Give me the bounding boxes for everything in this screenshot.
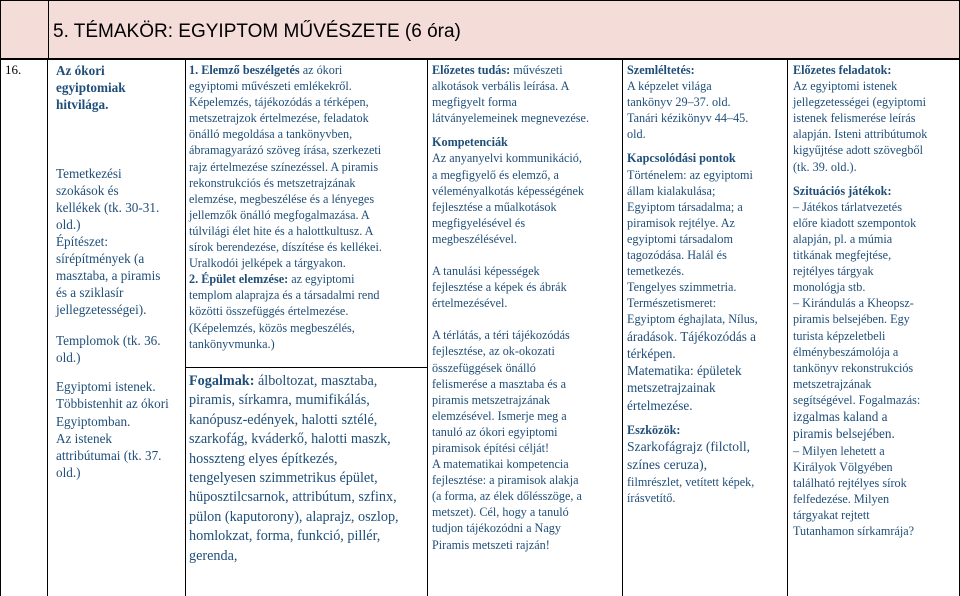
connections-line: Történelem: az egyiptomi xyxy=(627,167,753,182)
competency-line: megfigyelésével és xyxy=(432,215,526,230)
illustration-line: tankönyv 29–37. old. xyxy=(627,95,731,110)
col-border xyxy=(185,59,186,596)
connections-heading: Kapcsolódási pontok xyxy=(627,151,736,166)
prior-task-line: Az egyiptomi istenek xyxy=(793,79,898,94)
spatial-line: metszet). Cél, hogy a tanuló xyxy=(432,505,569,520)
activity-2-line: közötti összefüggés értelmezése. xyxy=(189,304,349,319)
competencies-column xyxy=(432,62,622,553)
prior-knowledge-line: alkotások verbális leírása. A xyxy=(432,79,570,94)
spacer xyxy=(56,113,184,165)
game-line: Királyok Völgyében xyxy=(793,459,893,474)
learning-line: A tanulási képességek xyxy=(432,264,540,279)
illustration-line: Tanári kézikönyv 44–45. xyxy=(627,111,749,126)
activity-1-line: önálló megoldása a tankönyvben, xyxy=(189,127,353,142)
spatial-line: piramis metszetrajzának xyxy=(432,392,551,407)
spatial-line: A térlátás, a téri tájékozódás xyxy=(432,328,570,343)
activity-1-heading: 1. Elemző beszélgetés xyxy=(189,63,300,77)
connections-line: értelmezése. xyxy=(627,397,693,413)
spatial-line: fejlesztése: a piramisok alakja xyxy=(432,473,579,488)
connections-line: áradások. Tájékozódás a xyxy=(627,328,757,344)
topic-gods-line: Egyiptomban. xyxy=(56,413,131,429)
activity-2-heading-rest: az egyiptomi xyxy=(288,272,355,287)
spatial-line: Piramis metszeti rajzán! xyxy=(432,537,550,552)
spatial-line: piramisok építési célját! xyxy=(432,440,550,455)
topic-architecture-line: Építészet: xyxy=(56,234,108,249)
concepts-line: piramis, sírkamra, mumifikálás, xyxy=(189,392,370,409)
activity-1-heading-rest: az ókori xyxy=(299,63,343,77)
prior-task-line: kigyűjtése adott szövegből xyxy=(793,143,923,158)
situation-games-heading: Szituációs játékok: xyxy=(793,183,892,198)
game-line: élménybeszámolója a xyxy=(793,344,899,359)
concepts-line: homlokzat, forma, funkció, pillér, xyxy=(189,528,381,545)
concepts-line: pülon (kaputorony), alaprajz, oszlop, xyxy=(189,508,399,525)
topic-temples-line: old.) xyxy=(56,350,81,365)
game-line: található rejtélyes sírok xyxy=(793,475,907,490)
activities-split-border xyxy=(185,367,427,368)
topic-architecture-line: jellegzetességei). xyxy=(56,302,147,317)
game-line: felfedezése. Milyen xyxy=(793,491,890,506)
header-divider xyxy=(48,1,49,59)
topic-architecture-line: sírépítmények (a xyxy=(56,251,145,266)
tasks-column xyxy=(793,62,958,539)
spatial-line: felismerése a masztaba és a xyxy=(432,376,566,391)
activity-1-line: Uralkodói jelképek a tárgyakon. xyxy=(189,256,346,271)
illustration-line: A képzelet világa xyxy=(627,79,712,94)
game-line: tankönyv rekonstrukciós xyxy=(793,360,914,375)
topic-gods-line: old.) xyxy=(56,465,81,481)
prior-knowledge-line: megfigyelt forma xyxy=(432,95,517,110)
game-line: piramis belsejében. xyxy=(793,426,895,442)
connections-line: állam kialakulása; xyxy=(627,183,716,198)
spacer xyxy=(56,366,184,378)
prior-tasks-heading: Előzetes feladatok: xyxy=(793,63,892,77)
competency-line: a megfigyelő és elemző, a xyxy=(432,167,559,182)
competencies-heading: Kompetenciák xyxy=(432,135,508,150)
competency-line: fejlesztése a műalkotások xyxy=(432,199,557,214)
spatial-line: elemzésével. Ismerje meg a xyxy=(432,408,567,423)
concepts-first-line: álboltozat, masztaba, xyxy=(254,373,378,389)
game-line: tárgyakat rejtett xyxy=(793,507,870,522)
activities-column xyxy=(189,62,424,352)
activity-1-line: túlvilági élet hite és a halottkultusz. A xyxy=(189,223,374,238)
topic-architecture-line: és a sziklasír xyxy=(56,285,124,300)
activity-1-line: sírok berendezése, díszítése és kellékei. xyxy=(189,240,382,255)
spatial-line: tudjon tájékozódni a Nagy xyxy=(432,521,561,536)
connections-line: metszetrajzainak xyxy=(627,380,716,396)
illustration-line: old. xyxy=(627,127,646,142)
game-line: titkának megfejtése, xyxy=(793,248,892,263)
topic-gods-line: attribútumai (tk. 37. xyxy=(56,448,162,464)
spatial-line: fejlesztése, az ok-okozati xyxy=(432,344,555,359)
topic-gods-line: Az istenek xyxy=(56,430,113,446)
game-line: piramis belsejében. Egy xyxy=(793,312,910,327)
concepts-line: gerenda, xyxy=(189,547,238,564)
spacer xyxy=(56,318,184,332)
topic-burial-line: kellékek (tk. 30-31. xyxy=(56,200,160,215)
topic-gods-line: Többistenhit az ókori xyxy=(56,396,169,412)
spatial-line: A matematikai kompetencia xyxy=(432,457,569,472)
col-border xyxy=(47,59,48,596)
activity-2-line: templom alaprajza és a társadalmi rend xyxy=(189,288,380,303)
topic-burial-line: Temetkezési xyxy=(56,166,122,181)
activity-1-line: elemzése, megbeszélése és a lényeges xyxy=(189,191,375,206)
connections-line: Matematika: épületek xyxy=(627,363,742,379)
topic-architecture-line: masztaba, a piramis xyxy=(56,268,161,283)
game-line: – Milyen lehetett a xyxy=(793,443,885,458)
row-number: 16. xyxy=(5,62,22,77)
game-line: turista képzeletbeli xyxy=(793,328,886,343)
tools-line: filmrészlet, vetített képek, xyxy=(627,475,755,490)
game-line: előre kiadott szempontok xyxy=(793,215,917,230)
resources-column xyxy=(627,62,787,506)
tools-heading: Eszközök: xyxy=(627,422,681,437)
connections-line: temetkezés. xyxy=(627,264,685,279)
connections-line: Természetismeret: xyxy=(627,296,717,311)
game-line: Tutanhamon sírkamrája? xyxy=(793,524,915,539)
activity-1-line: jellemzők önálló megfogalmazása. A xyxy=(189,207,370,222)
concepts-line: tengelyesen szimmetrikus épület, xyxy=(189,470,378,487)
activity-1-line: rekonstrukciós és metszetrajzának xyxy=(189,175,356,190)
spacer xyxy=(793,175,958,183)
game-line: izgalmas kaland a xyxy=(793,408,888,424)
topic-title-line: hitvilága. xyxy=(56,97,109,112)
prior-knowledge-rest: művészeti xyxy=(510,63,563,77)
learning-line: értelmezésével. xyxy=(432,296,508,311)
col-border xyxy=(787,59,788,596)
concepts-heading: Fogalmak: xyxy=(189,373,255,389)
competency-line: véleményalkotás képességének xyxy=(432,183,584,198)
activity-1-line: egyiptomi művészeti emlékekről. xyxy=(189,79,352,94)
connections-line: Tengelyes szimmetria. xyxy=(627,280,737,295)
topic-title-line: egyiptomiak xyxy=(56,80,126,95)
topic-column xyxy=(56,62,184,482)
concepts-line: hüposztilcsarnok, attribútum, szfinx, xyxy=(189,489,397,506)
game-line: – Játékos tárlatvezetés xyxy=(793,199,902,214)
prior-knowledge-line: látványelemeinek megnevezése. xyxy=(432,111,590,126)
competency-line: Az anyanyelvi kommunikáció, xyxy=(432,151,582,166)
competency-line: megbeszélésével. xyxy=(432,231,517,246)
connections-line: Egyiptom társadalma; a xyxy=(627,199,743,214)
tools-line: Szarkofágrajz (filctoll, xyxy=(627,439,751,455)
spacer xyxy=(627,414,787,422)
topic-temples-line: Templomok (tk. 36. xyxy=(56,333,161,348)
game-line: segítségével. Fogalmazás: xyxy=(793,392,921,407)
section-title: 5. TÉMAKÖR: EGYIPTOM MŰVÉSZETE (6 óra) xyxy=(53,21,461,42)
lesson-table xyxy=(0,59,960,596)
game-line: monológja stb. xyxy=(793,280,866,295)
connections-line: tagozódása. Halál és xyxy=(627,248,727,263)
game-line: alapján, pl. a múmia xyxy=(793,231,893,246)
concepts-line: szarkofág, kváderkő, halotti maszk, xyxy=(189,431,391,448)
activity-1-line: rajz értelmezése színezéssel. A piramis xyxy=(189,159,379,174)
spatial-line: összefüggések önálló xyxy=(432,360,536,375)
game-line: rejtélyes tárgyak xyxy=(793,264,874,279)
table-top-border xyxy=(0,59,960,60)
prior-knowledge-heading: Előzetes tudás: xyxy=(432,63,511,77)
concepts-line: hosszteng elyes építkezés, xyxy=(189,450,338,467)
activity-1-line: Képelemzés, tájékozódás a térképen, xyxy=(189,95,369,110)
spacer xyxy=(432,247,622,263)
spacer xyxy=(432,311,622,327)
spacer xyxy=(627,142,787,150)
game-line: metszetrajzának xyxy=(793,376,872,391)
connections-line: térképen. xyxy=(627,345,676,361)
illustration-heading: Szemléltetés: xyxy=(627,63,695,77)
activity-1-line: ábramagyarázó szöveg írása, szerkezeti xyxy=(189,143,382,158)
connections-line: Egyiptom éghajlata, Nílus, xyxy=(627,312,758,327)
learning-line: fejlesztése a képek és ábrák xyxy=(432,280,567,295)
prior-task-line: istenek felismerése leírás xyxy=(793,111,916,126)
activity-2-line: tankönyvmunka.) xyxy=(189,336,275,351)
topic-burial-line: old.) xyxy=(56,217,81,232)
spacer xyxy=(432,126,622,134)
activity-2-heading: 2. Épület elemzése: xyxy=(189,272,289,287)
activity-2-line: (Képelemzés, közös megbeszélés, xyxy=(189,320,355,335)
col-border xyxy=(427,59,428,596)
tools-line: írásvetítő. xyxy=(627,491,676,506)
tools-line: színes ceruza), xyxy=(627,457,708,473)
game-line: – Kirándulás a Kheopsz- xyxy=(793,296,914,311)
prior-task-line: alapján. Isteni attribútumok xyxy=(793,127,928,142)
spatial-line: tanuló az ókori egyiptomi xyxy=(432,424,558,439)
section-header xyxy=(0,0,960,59)
connections-line: egyiptomi társadalom xyxy=(627,231,733,246)
prior-task-line: (tk. 39. old.). xyxy=(793,159,857,174)
col-border xyxy=(622,59,623,596)
spatial-line: (a forma, az élek dőlésszöge, a xyxy=(432,489,582,504)
connections-line: piramisok rejtélye. Az xyxy=(627,215,735,230)
col-border xyxy=(0,59,1,596)
concepts-block xyxy=(189,372,424,566)
topic-gods-line: Egyiptomi istenek. xyxy=(56,379,156,394)
activity-1-line: metszetrajzok értelmezése, feladatok xyxy=(189,111,369,126)
concepts-line: kanópusz-edények, halotti sztélé, xyxy=(189,411,378,428)
prior-task-line: jellegzetességei (egyiptomi xyxy=(793,95,926,110)
topic-burial-line: szokások és xyxy=(56,183,119,198)
topic-title-line: Az ókori xyxy=(56,63,105,78)
